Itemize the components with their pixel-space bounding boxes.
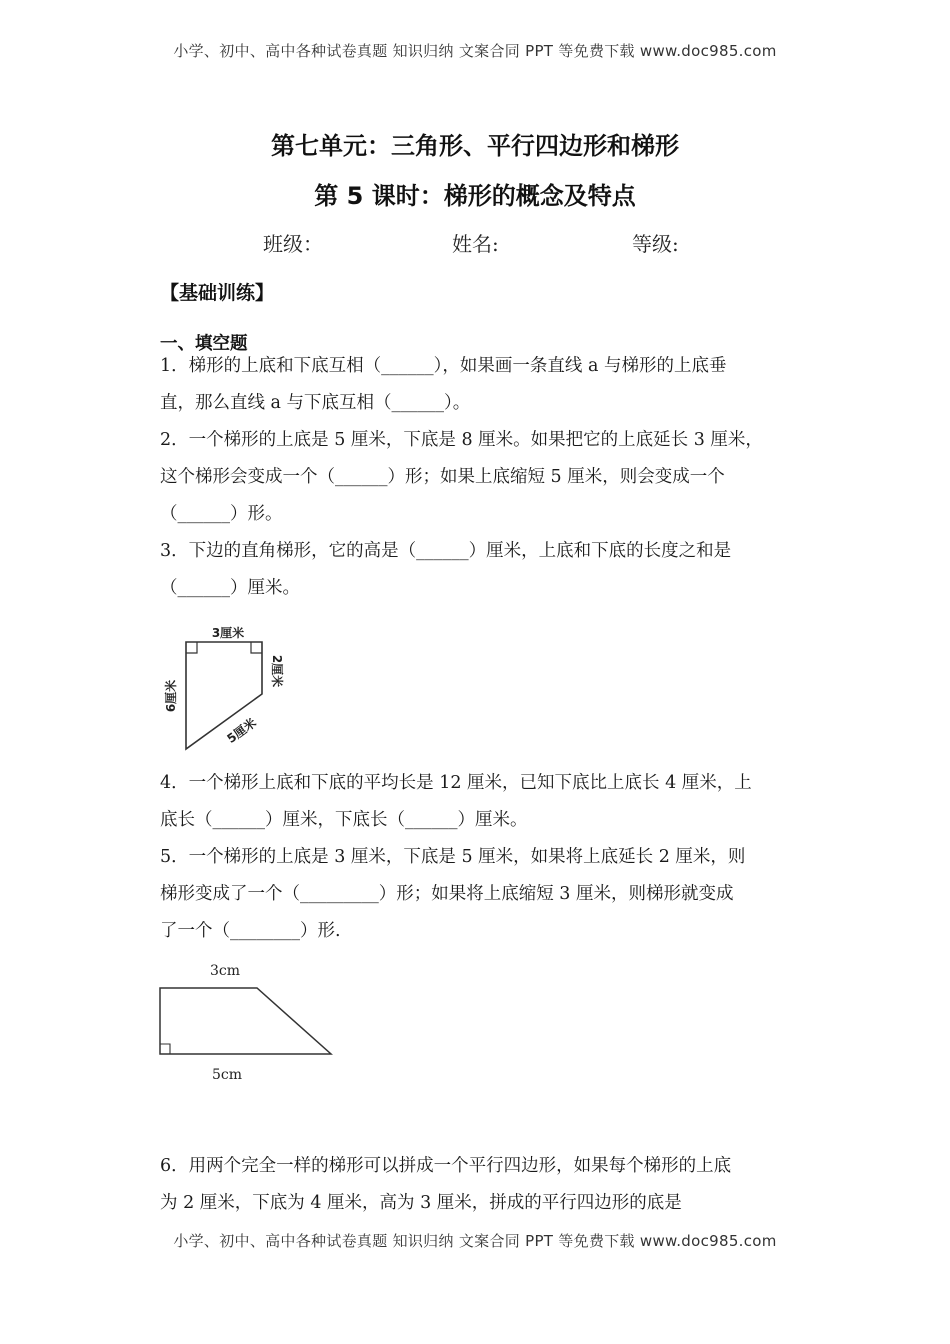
unit-title: 第七单元：三角形、平行四边形和梯形: [271, 132, 679, 160]
right-trapezoid-figure-2: [150, 955, 350, 1090]
q5-line-2: 梯形变成了一个（_________）形；如果将上底缩短 3 厘米，则梯形就变成: [160, 884, 734, 904]
fig1-right-label: 2厘米: [270, 654, 284, 688]
q5-line-1: 5．一个梯形的上底是 3 厘米，下底是 5 厘米，如果将上底延长 2 厘米，则: [160, 847, 746, 867]
q5-line-3: 了一个（________）形.: [160, 921, 341, 941]
name-label: 姓名:: [452, 232, 499, 256]
grade-label: 等级:: [632, 232, 679, 256]
q2-line-2: 这个梯形会变成一个（______）形；如果上底缩短 5 厘米，则会变成一个: [160, 467, 725, 487]
q2-line-1: 2．一个梯形的上底是 5 厘米，下底是 8 厘米。如果把它的上底延长 3 厘米，: [160, 430, 763, 450]
q4-line-2: 底长（______）厘米，下底长（______）厘米。: [160, 810, 528, 830]
lesson-title: 第 5 课时：梯形的概念及特点: [314, 182, 636, 210]
page-header: 小学、初中、高中各种试卷真题 知识归纳 文案合同 PPT 等免费下载 www.doc985.com: [173, 42, 777, 60]
fig2-top-label: 3cm: [209, 963, 241, 979]
q1-line-1: 1．梯形的上底和下底互相（______），如果画一条直线 a 与梯形的上底垂: [160, 356, 727, 376]
fig1-slant-label: 5厘米: [224, 715, 259, 746]
q6-line-1: 6．用两个完全一样的梯形可以拼成一个平行四边形，如果每个梯形的上底: [160, 1156, 732, 1176]
q1-line-2: 直，那么直线 a 与下底互相（______）。: [160, 393, 471, 413]
q3-line-2: （______）厘米。: [160, 578, 300, 598]
page-footer: 小学、初中、高中各种试卷真题 知识归纳 文案合同 PPT 等免费下载 www.doc985.com: [173, 1232, 777, 1250]
fig2-bottom-label: 5cm: [211, 1067, 243, 1083]
fig1-top-label: 3厘米: [211, 626, 245, 640]
q4-line-1: 4．一个梯形上底和下底的平均长是 12 厘米，已知下底比上底长 4 厘米，上: [160, 773, 752, 793]
q6-line-2: 为 2 厘米，下底为 4 厘米，高为 3 厘米，拼成的平行四边形的底是: [160, 1193, 682, 1213]
fig1-left-label: 6厘米: [164, 679, 178, 713]
q2-line-3: （______）形。: [160, 504, 283, 524]
section-heading: 【基础训练】: [160, 282, 275, 304]
q3-line-1: 3．下边的直角梯形，它的高是（______）厘米，上底和下底的长度之和是: [160, 541, 732, 561]
part-heading: 一、填空题: [160, 334, 248, 354]
right-trapezoid-figure-1: [160, 618, 300, 758]
class-label: 班级：: [263, 232, 323, 256]
